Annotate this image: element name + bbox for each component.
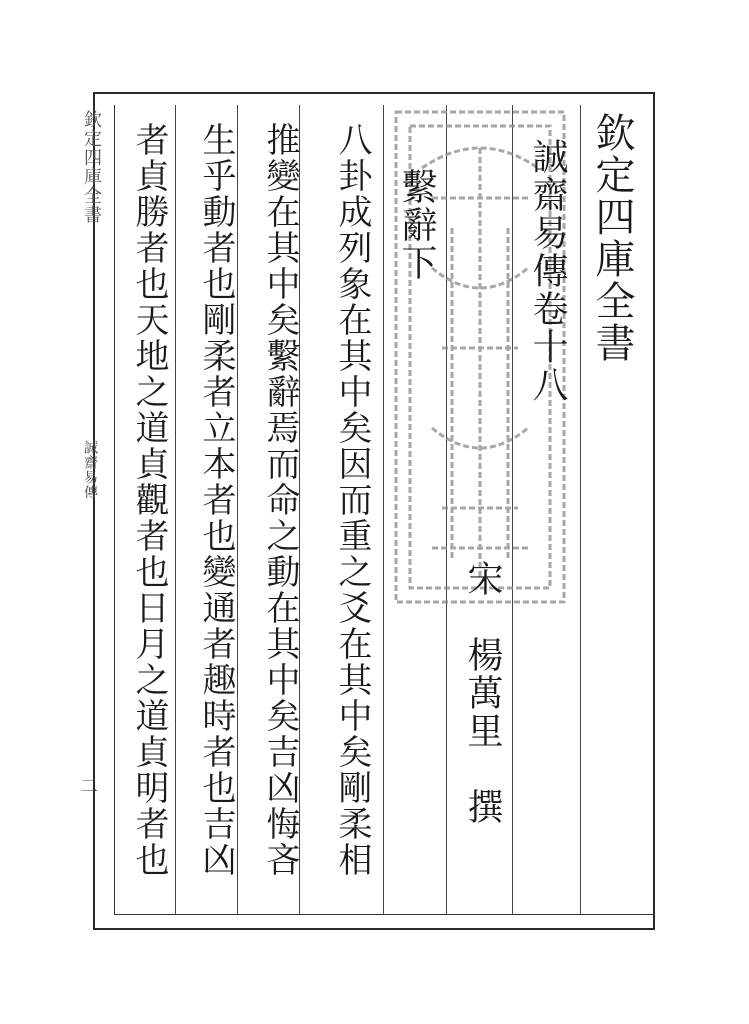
margin-series-title: 欽定四庫全書: [81, 110, 102, 224]
text-column-4: 者貞勝者也天地之道貞觀者也日月之道貞明者也: [129, 122, 169, 878]
volume-title: 誠齋易傳卷十八: [527, 138, 568, 404]
column-rule: [383, 105, 384, 915]
margin-page-number: 二: [80, 776, 98, 797]
margin-book-title: 誠齋易傳: [82, 440, 98, 500]
dynasty-label: 宋: [462, 560, 503, 598]
text-column-2: 推變在其中矣繫辭焉而命之動在其中矣吉凶悔吝: [260, 122, 300, 878]
column-rule: [580, 105, 581, 915]
text-column-1: 八卦成列象在其中矣因而重之爻在其中矣剛柔相: [332, 122, 372, 878]
text-column-3: 生乎動者也剛柔者立本者也變通者趣時者也吉凶: [196, 122, 236, 878]
series-title: 欽定四庫全書: [589, 112, 635, 364]
author-label: 楊萬里 撰: [462, 636, 503, 826]
column-rule: [237, 105, 238, 915]
section-title: 繫辭下: [396, 168, 437, 282]
column-rule: [175, 105, 176, 915]
